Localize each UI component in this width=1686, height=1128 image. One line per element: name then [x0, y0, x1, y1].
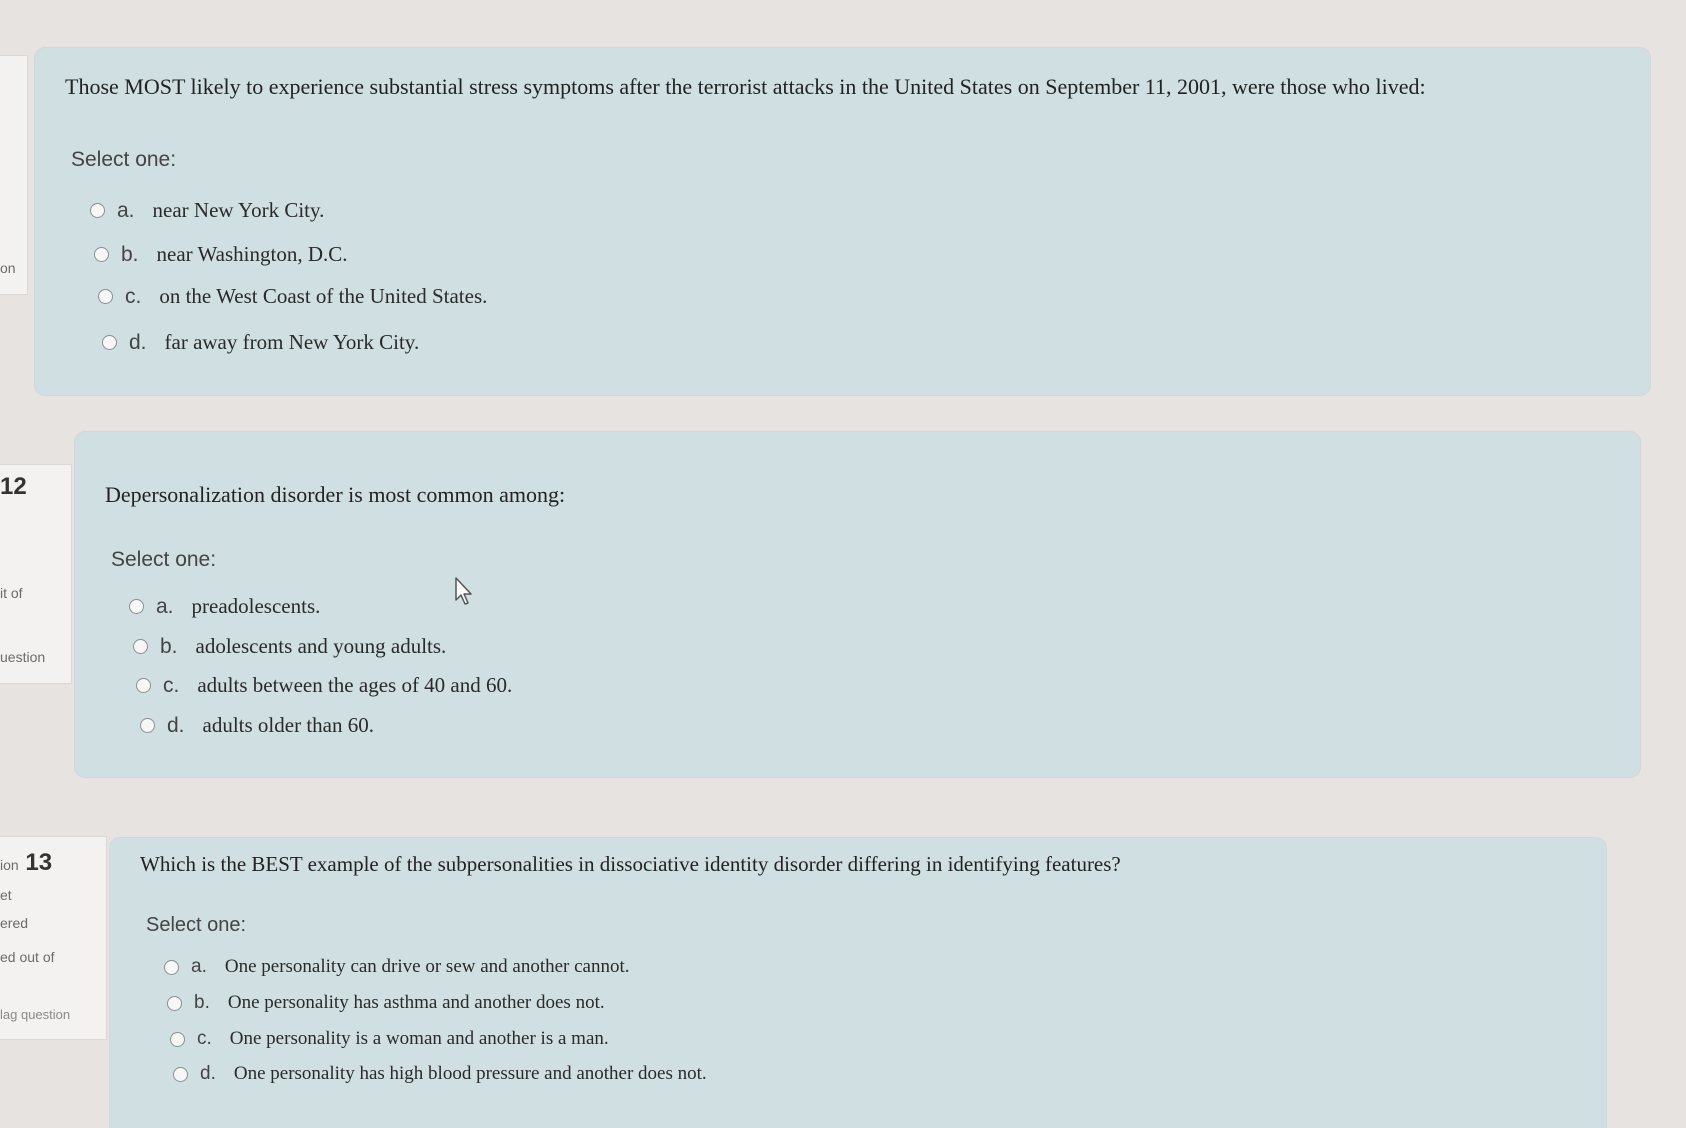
option-text: preadolescents. [191, 594, 321, 618]
radio-button[interactable] [167, 996, 182, 1011]
flag-question-link[interactable]: uestion [0, 649, 46, 665]
option-c[interactable] [136, 673, 512, 698]
option-text: adults between the ages of 40 and 60. [197, 673, 513, 697]
question-panel-1 [35, 48, 1650, 395]
question-info-1 [0, 55, 28, 295]
question-panel-3 [110, 838, 1606, 1128]
option-c[interactable] [170, 1028, 609, 1050]
question-word: ion [0, 857, 19, 873]
option-text: One personality has asthma and another does not. [227, 992, 605, 1013]
radio-button[interactable] [136, 678, 151, 693]
option-text: far away from New York City. [164, 330, 420, 354]
question-number: 12 [0, 473, 27, 500]
question-text: Depersonalization disorder is most common among: [105, 482, 566, 507]
status-label: ered [0, 915, 29, 931]
option-b[interactable] [133, 634, 446, 659]
question-info-partial: on [0, 260, 16, 276]
option-letter: c. [163, 673, 180, 697]
radio-button[interactable] [170, 1032, 185, 1047]
option-text: near New York City. [152, 198, 325, 222]
question-text: Which is the BEST example of the subpersonalities in dissociative identity disorder differing in identifying features? [140, 852, 1121, 876]
radio-button[interactable] [140, 718, 155, 733]
radio-button[interactable] [90, 203, 105, 218]
option-letter: b. [160, 634, 178, 658]
option-letter: a. [191, 956, 207, 977]
select-one-prompt: Select one: [71, 148, 177, 171]
select-one-prompt: Select one: [146, 914, 247, 936]
option-d[interactable] [173, 1063, 707, 1085]
option-text: One personality has high blood pressure and another does not. [233, 1063, 707, 1084]
option-letter: d. [200, 1063, 216, 1084]
option-d[interactable] [102, 330, 419, 355]
mouse-cursor-icon [454, 576, 476, 606]
option-text: on the West Coast of the United States. [159, 284, 488, 308]
option-letter: b. [194, 992, 210, 1013]
radio-button[interactable] [94, 247, 109, 262]
option-b[interactable] [94, 242, 348, 267]
option-c[interactable] [98, 284, 487, 309]
option-letter: c. [125, 284, 142, 308]
radio-button[interactable] [129, 599, 144, 614]
radio-button[interactable] [164, 960, 179, 975]
radio-button[interactable] [102, 335, 117, 350]
question-number: 13 [25, 849, 53, 876]
radio-button[interactable] [173, 1067, 188, 1082]
option-letter: a. [117, 198, 135, 222]
question-panel-2 [75, 432, 1640, 777]
option-letter: c. [197, 1028, 212, 1049]
option-letter: a. [156, 594, 174, 618]
select-one-prompt: Select one: [111, 548, 217, 571]
flag-question-link[interactable]: lag question [0, 1007, 71, 1022]
option-letter: d. [129, 330, 147, 354]
question-info-2 [0, 464, 72, 684]
question-text: Those MOST likely to experience substantial stress symptoms after the terrorist attacks in the United States on September 11, 2001, were those who lived: [65, 74, 1426, 99]
question-info-3 [0, 836, 107, 1040]
marks-label: ed out of [0, 949, 55, 965]
option-text: adolescents and young adults. [195, 634, 447, 658]
option-d[interactable] [140, 713, 374, 738]
marks-label: it of [0, 585, 23, 601]
option-text: One personality can drive or sew and another cannot. [224, 956, 630, 977]
option-b[interactable] [167, 992, 605, 1014]
radio-button[interactable] [98, 289, 113, 304]
option-a[interactable] [129, 594, 320, 619]
radio-button[interactable] [133, 639, 148, 654]
question-number-label [0, 849, 52, 877]
option-text: near Washington, D.C. [156, 242, 348, 266]
status-label: et [0, 887, 12, 903]
option-a[interactable] [90, 198, 324, 223]
option-a[interactable] [164, 956, 630, 978]
option-letter: d. [167, 713, 185, 737]
option-text: adults older than 60. [202, 713, 374, 737]
option-letter: b. [121, 242, 139, 266]
option-text: One personality is a woman and another is a man. [229, 1028, 609, 1049]
